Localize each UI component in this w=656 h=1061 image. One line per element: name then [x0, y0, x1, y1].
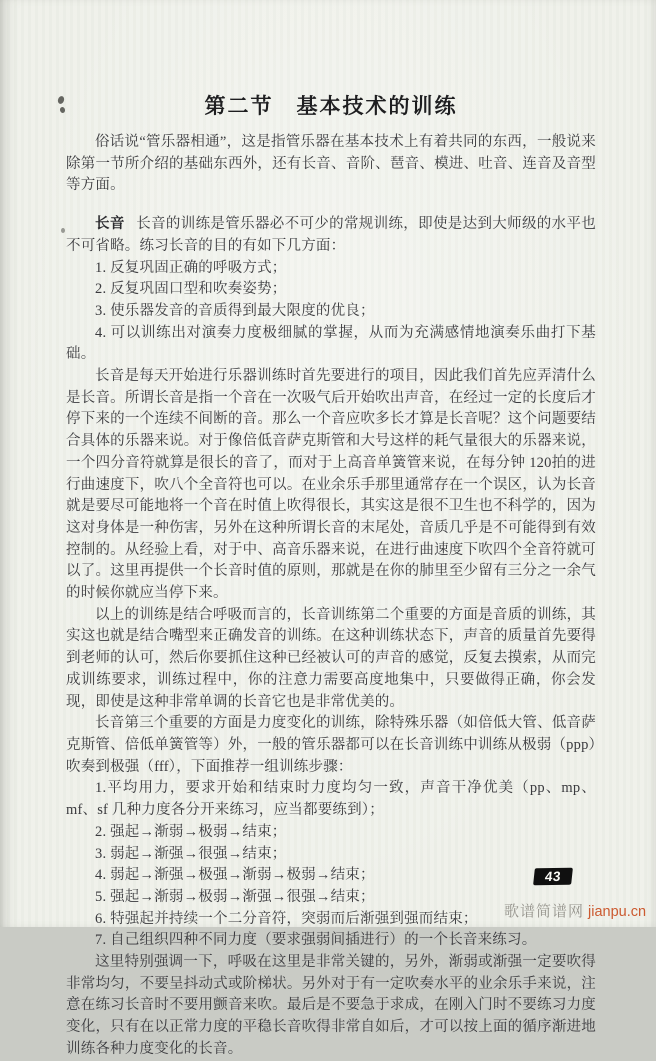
scan-speck — [61, 228, 65, 233]
longtone-bold-label: 长音 — [95, 216, 125, 233]
step-item-6: 6. 特强起并持续一个二分音符，突弱而后渐强到强而结束； — [95, 910, 478, 927]
paragraph-dynamics: 长音第三个重要的方面是力度变化的训练，除特殊乐器（如倍低大管、低音萨克斯管、倍低单簧管等）外，一般的管乐器都可以在长音训练中训练从极弱（ppp）吹奏到极强（fff），下面推荐一组训练步骤： — [66, 715, 596, 775]
section-title: 第二节 基本技术的训练 — [204, 95, 458, 118]
step-item-2: 2. 强起→渐弱→极弱→结束； — [95, 823, 287, 840]
paragraph-longtone-definition: 长音是每天开始进行乐器训练时首先要进行的项目，因此我们首先应弄清什么是长音。所谓长音是指一个音在一次吸气后开始吹出声音，在经过一定的长度后才停下来的一个连续不间断的音。那么一个音应吹多长才算是长音呢？这个问题要结合具体的乐器来说。对于像倍低音萨克斯管和大号这样的耗气量很大的乐器来说，一个四分音符就算是很长的音了，而对于上高音单簧管来说，在每分钟 120拍的进行曲速度下，吹八个全音符也可以。在业余乐手那里通常存在一个误区，认为长音就是要尽可能地将一个音在时值上吹得很长，其实这是很不卫生也不科学的，因为这对身体是一种伤害，另外在这种所谓长音的末尾处，音质几乎是不可能得到有效控制的。从经验上看，对于中、高音乐器来说，在进行曲速度下吹四个全音符就可以了。这里再提供一个长音时值的原则，那就是在你的肺里至少留有三分之一余气的时候你就应当停下来。 — [66, 368, 596, 602]
step-item-1: 1.平均用力，要求开始和结束时力度均匀一致，声音干净优美（pp、mp、mf、sf 几种力度各分开来练习，应当都要练到）； — [66, 780, 596, 819]
longtone-intro-text: 长音的训练是管乐器必不可少的常规训练，即使是达到大师级的水平也不可省略。练习长音的目的有如下几方面： — [66, 216, 596, 254]
watermark-domain: jianpu.cn — [588, 904, 647, 920]
step-item-7: 7. 自己组织四种不同力度（要求强弱间插进行）的一个长音来练习。 — [95, 932, 537, 949]
watermark-site-name: 歌谱简谱网 — [504, 904, 585, 920]
goal-item-3: 3. 使乐器发音的音质得到最大限度的优良； — [95, 302, 375, 319]
paragraph-gap — [66, 197, 596, 214]
paragraph-tone-quality: 以上的训练是结合呼吸而言的，长音训练第二个重要的方面是音质的训练，其实这也就是结合嘴型来正确发音的训练。在这种训练状态下，声音的质量首先要得到老师的认可，然后你要抓住这种已经被认可的声音的感觉，反复去摸索，从而完成训练要求，训练过程中，你的注意力需要高度地集中，只要做得正确，你会发现，即使是这种非常单调的长音它也是非常优美的。 — [66, 606, 596, 710]
scan-speck — [57, 95, 65, 105]
paragraph-longtone-intro — [66, 214, 596, 257]
watermark — [504, 900, 646, 921]
goal-item-4: 4. 可以训练出对演奏力度极细腻的掌握，从而为充满感情地演奏乐曲打下基础。 — [66, 324, 596, 363]
goal-item-2: 2. 反复巩固口型和吹奏姿势； — [95, 281, 287, 298]
paragraph-closing-advice: 这里特别强调一下，呼吸在这里是非常关键的，另外，渐弱或渐强一定要吹得非常均匀，不要呈抖动式或阶梯状。另外对于有一定吹奏水平的业余乐手来说，注意在练习长音时不要用颤音来吹。最后是不要急于求成，在刚入门时不要练习力度变化，只有在以正常力度的平稳长音吹得非常自如后，才可以按上面的循序渐进地训练各种力度变化的长音。 — [66, 954, 596, 1057]
step-item-3: 3. 弱起→渐强→很强→结束； — [95, 845, 287, 862]
page-number-badge: 43 — [533, 868, 573, 886]
goal-item-1: 1. 反复巩固正确的呼吸方式； — [95, 259, 287, 276]
step-item-4: 4. 弱起→渐强→极强→渐弱→极弱→结束； — [95, 867, 375, 884]
step-item-5: 5. 强起→渐弱→极弱→渐强→很强→结束； — [95, 888, 375, 905]
paragraph-intro: 俗话说“管乐器相通”，这是指管乐器在基本技术上有着共同的东西，一般说来除第一节所介绍的基础东西外，还有长音、音阶、琶音、模进、吐音、连音及音型等方面。 — [66, 134, 596, 194]
scan-speck — [59, 106, 65, 113]
